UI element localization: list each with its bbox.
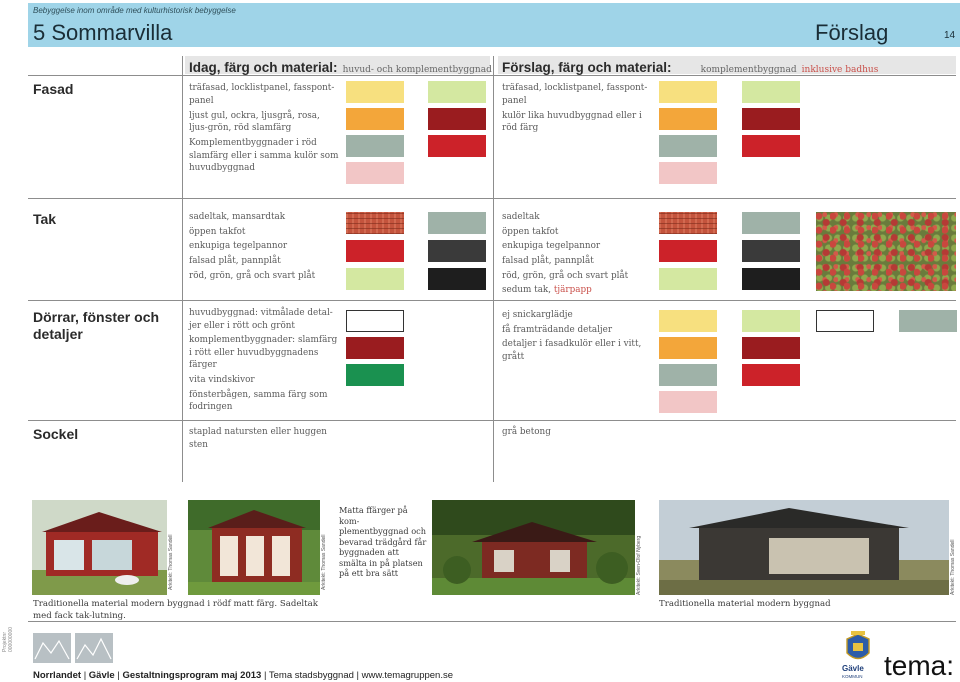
tak-idag-line: öppen takfot [189,226,246,237]
swatch-light-yellow [659,81,717,103]
tak-forslag-line: sadeltak [502,212,540,222]
swatch-red [742,364,800,386]
swatch-red [346,240,404,262]
section-title: Förslag [815,20,889,45]
row-label-tak: Tak [33,211,57,227]
row-label-sockel: Sockel [33,426,79,442]
right-header-accent: inklusive badhus [801,65,879,75]
swatch-dark-red [428,108,486,130]
side-project-code: Projektnr 000000000 [2,626,14,652]
footer-city: Gävle [88,670,115,681]
swatch-light-green [742,81,800,103]
tak-idag-line: falsad plåt, pannplåt [189,256,281,267]
fasad-idag-line: träfasad, locklistpanel, fasspont-panel [189,83,335,106]
tema-logo: tema: [884,650,955,681]
swatch-dark-red [346,337,404,359]
swatch-roof-tiles [346,212,404,234]
dorrar-idag-line: komplementbyggnader: slamfärg i rött eller huvudbyggnadens färger [189,335,338,371]
swatch-pink [346,162,404,184]
tak-sedum-text: sedum tak, [502,285,552,296]
kommun-name: Gävle [842,664,864,673]
swatch-grey-green [659,364,717,386]
photo-credit: Arkitekt: Sven-Olof Nyberg [636,535,642,595]
page-title: 5 Sommarvilla [33,20,173,45]
swatch-red [742,135,800,157]
sedum-roof-photo [816,212,956,291]
sockel-forslag-line: grå betong [502,427,551,437]
swatch-white [346,310,404,332]
fasad-forslag-text [502,82,652,137]
footer-separator: | [117,670,120,681]
swatch-light-green [659,268,717,290]
row-label-dorrar: Dörrar, fönster och detaljer [33,309,160,342]
photo-red-cabin-2 [188,500,320,595]
right-column-header [502,57,878,76]
swatch-dark-red [742,337,800,359]
fasad-idag-line: Komplementbyggnader i röd slamfärg eller i samma kulör som huvudbyggnad [189,138,339,173]
swatch-green [346,364,404,386]
photo-credit: Arkitekt: Thomas Sandell [321,534,327,590]
swatch-light-yellow [659,310,717,332]
fasad-forslag-line: kulör lika huvudbyggnad eller i röd färg [502,110,642,133]
kommun-word: KOMMUN [842,674,863,679]
dorrar-idag-line: fönsterbågen, samma färg som fodringen [189,389,328,413]
fasad-idag-text [189,82,339,177]
grid-line-sockel [28,420,956,421]
grid-line-tak [28,198,956,199]
swatch-black [742,268,800,290]
swatch-light-green [428,81,486,103]
grid-line-vertical-left [182,56,183,482]
swatch-roof-tiles [659,212,717,234]
footer-place: Norrlandet [33,670,82,681]
tak-forslag-line: enkupiga tegelpannor [502,241,601,252]
left-header-title: Idag, färg och material: [189,60,338,75]
photo-garden-cabin [432,500,635,595]
photo-caption-left: Traditionella material modern byggnad i rödf matt färg. Sadeltak med fack tak-lutning. [33,599,318,621]
photo-caption-right: Traditionella material modern byggnad [659,599,831,609]
tak-idag-line: röd, grön, grå och svart plåt [189,270,316,281]
dorrar-idag-line: vita vindskivor [189,374,255,385]
tak-forslag-sedum-line [502,284,652,297]
swatch-dark-grey [428,240,486,262]
grid-line-vertical-middle [493,56,494,482]
left-header-sub: huvud- och komplementbyggnad [342,65,492,75]
sockel-idag-text [189,426,339,454]
footer-separator: | [356,670,360,681]
swatch-ochre [659,337,717,359]
tak-forslag-line: falsad plåt, pannplåt [502,256,594,267]
swatch-red [428,135,486,157]
photo-note: Matta ffärger på kom-plementbyggnad och bevarad trädgård får byggnaden att smälta in på platsen på ett bra sätt [339,505,427,578]
right-header-title: Förslag, färg och material: [502,60,672,75]
fasad-forslag-line: träfasad, locklistpanel, fasspont-panel [502,83,648,106]
sockel-forslag-text [502,426,652,441]
dorrar-idag-text [189,307,339,416]
tak-idag-line: enkupiga tegelpannor [189,241,288,252]
page-number: 14 [944,30,956,41]
swatch-dark-red [742,108,800,130]
tak-forslag-text [502,211,652,299]
dorrar-idag-line: huvudbyggnad: vitmålade detal-jer eller i rött och grönt [189,308,333,331]
swatch-light-green [346,268,404,290]
dorrar-forslag-line: få framträdande detaljer [502,324,613,335]
swatch-dark-grey [742,240,800,262]
fasad-idag-line: ljust gul, ockra, ljusgrå, rosa, ljus-grön, röd slamfärg [189,110,320,133]
tak-forslag-line: röd, grön, grå och svart plåt [502,270,629,281]
dorrar-forslag-line: ej snickarglädje [502,310,573,320]
photo-credit: Arkitekt: Thomas Sandell [950,539,956,595]
footer-web-link[interactable]: www.temagruppen.se [361,670,454,681]
swatch-light-yellow [346,81,404,103]
swatch-grey-green [659,135,717,157]
footer-line [33,670,453,681]
tak-idag-line: sadeltak, mansardtak [189,212,286,222]
footer-separator: | [83,670,87,681]
swatch-grey-green [428,212,486,234]
swatch-ochre [346,108,404,130]
tak-idag-text [189,211,339,284]
swatch-pink [659,162,717,184]
grid-line-top [28,75,956,76]
tak-forslag-line: öppen takfot [502,226,559,237]
row-label-fasad: Fasad [33,81,74,97]
photo-credit: Arkitekt: Thomas Sandell [168,534,174,590]
right-header-sub: komplementbyggnad [700,65,797,75]
dorrar-forslag-line: detaljer i fasadkulör eller i vitt, grått [502,339,642,362]
footer-program: Gestaltningsprogram maj 2013 [122,670,262,681]
swatch-ochre [659,108,717,130]
photo-modern-cabin [659,500,949,595]
swatch-grey-green [899,310,957,332]
banner-subtitle: Bebyggelse inom område med kulturhistorisk bebyggelse [33,6,236,15]
grid-line-dorrar [28,300,956,301]
dorrar-forslag-text [502,309,652,366]
tak-tjarpapp-text: tjärpapp [553,285,592,296]
left-column-header [189,57,492,76]
swatch-black [428,268,486,290]
photo-red-cabin-1 [32,500,167,595]
sockel-idag-line: staplad natursten eller huggen sten [189,427,327,450]
swatch-red [659,240,717,262]
swatch-grey-green [346,135,404,157]
swatch-grey-green [742,212,800,234]
footer-topic: Tema stadsbyggnad [268,670,354,681]
swatch-white [816,310,874,332]
swatch-pink [659,391,717,413]
footer-separator: | [263,670,267,681]
footer-divider [28,621,956,622]
thumbnail-pair [33,633,113,663]
swatch-light-green [742,310,800,332]
